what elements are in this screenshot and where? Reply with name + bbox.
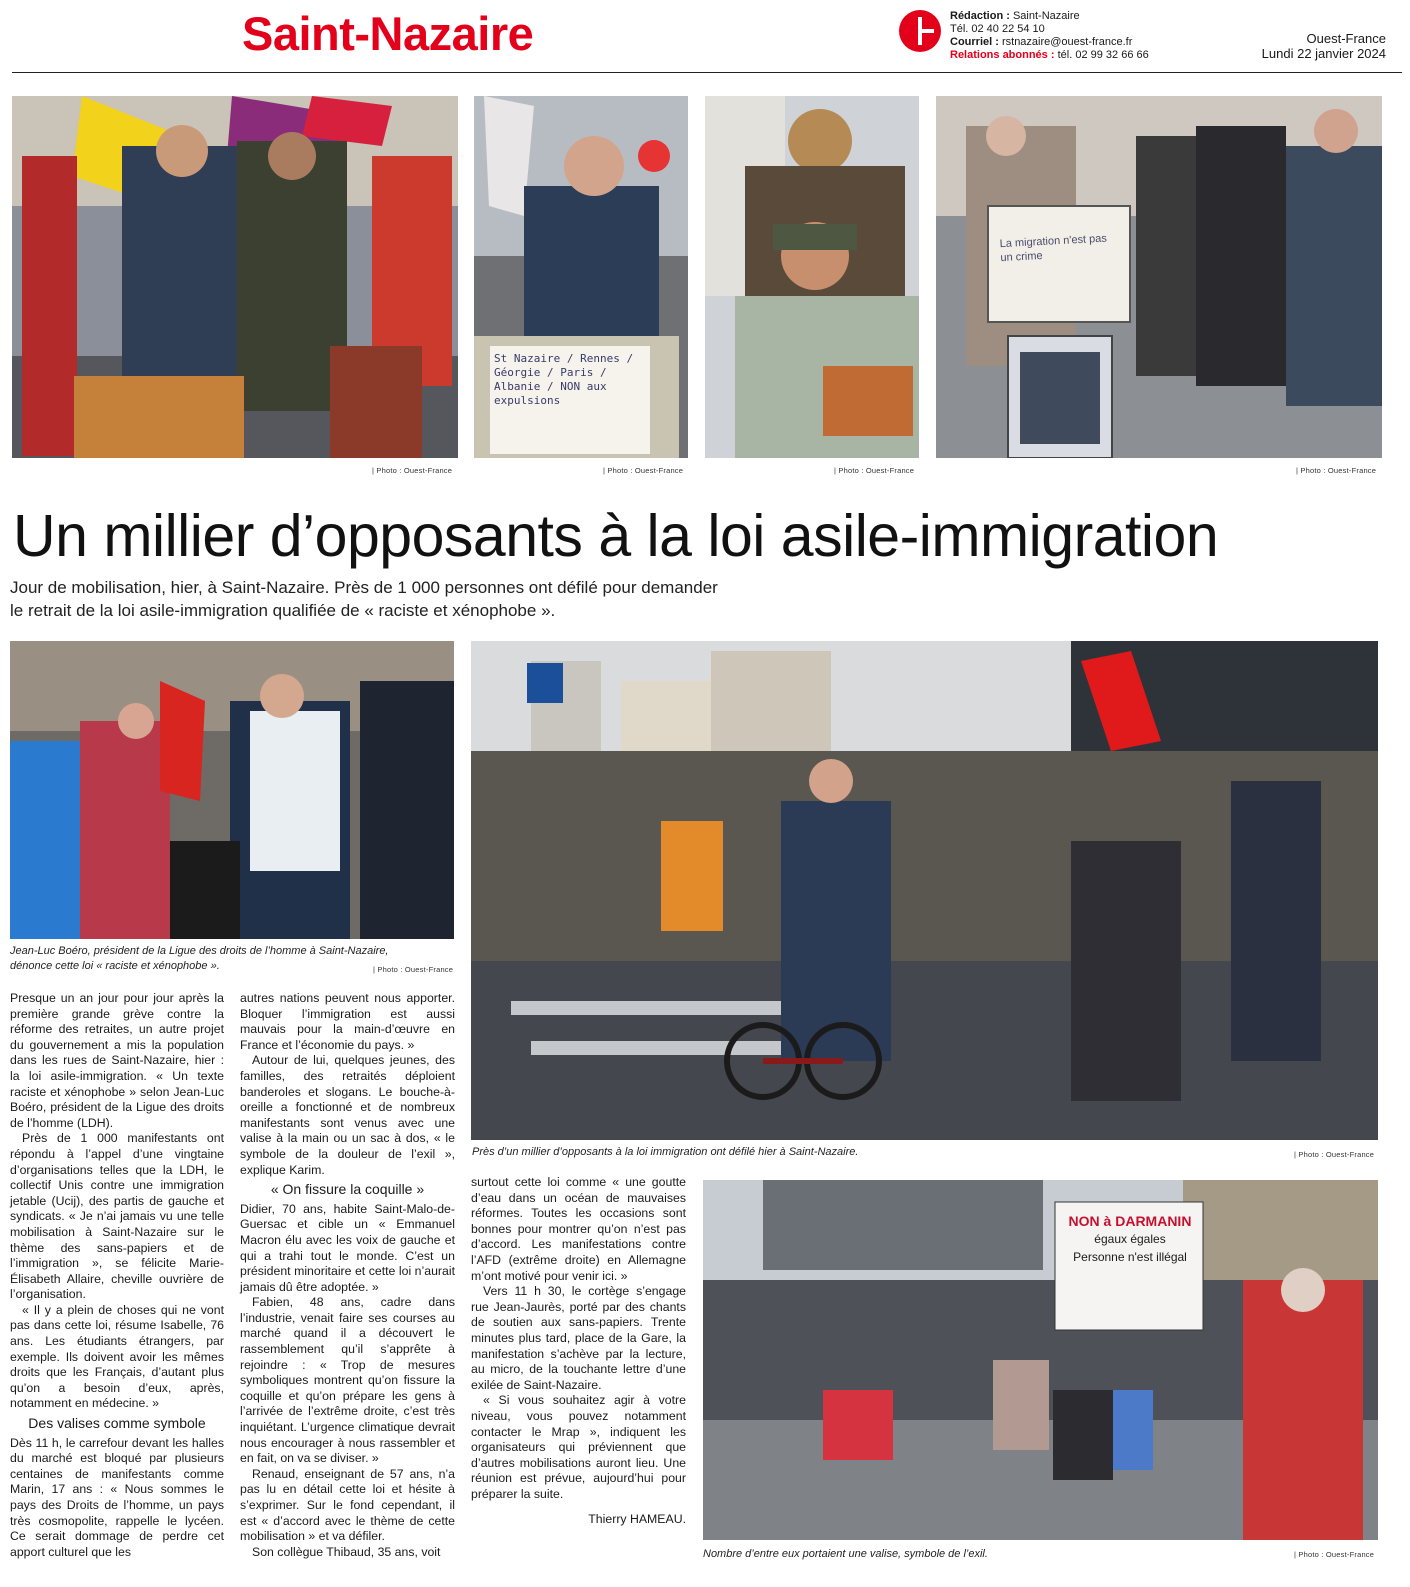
banner-line: Personne n'est illégal <box>1073 1250 1187 1264</box>
banner-line: NON à DARMANIN <box>1068 1213 1192 1229</box>
standfirst-line: Jour de mobilisation, hier, à Saint-Nazaire. Près de 1 000 personnes ont défilé pour demander <box>10 578 718 597</box>
subheading: Des valises comme symbole <box>28 1415 206 1432</box>
photo-march <box>471 641 1378 1140</box>
photo-caption: Nombre d’entre eux portaient une valise, symbole de l’exil. <box>703 1548 988 1560</box>
paragraph: Didier, 70 ans, habite Saint-Malo-de-Guersac et cible un « Emmanuel Macron élu avec les voix de gauche et qui a trahi tout le monde. C’est un président minoritaire et cette loi n’aurait jamais dû être adoptée. » <box>240 1201 455 1294</box>
standfirst-line: le retrait de la loi asile-immigration qualifiée de « raciste et xénophobe ». <box>10 601 556 620</box>
paragraph: « Il y a plein de choses qui ne vont pas dans cette loi, résume Isabelle, 76 ans. Les étudiants étrangers, par exemple. Ils doivent avoir les mêmes droits que les Français, d’autant plus qu’on a besoin d’eux, après, notamment en médecine. » <box>10 1302 224 1411</box>
photo-child-on-shoulders <box>705 96 919 458</box>
caption-line: dénonce cette loi « raciste et xénophobe ». <box>10 960 220 972</box>
article-standfirst <box>10 576 810 622</box>
contact-block <box>950 10 1149 62</box>
photo-jean-luc-boero <box>10 641 454 939</box>
issue-date: Lundi 22 janvier 2024 <box>1261 46 1386 61</box>
contact-label: Courriel : <box>950 36 999 48</box>
subheading: « On fissure la coquille » <box>270 1181 425 1198</box>
article-column-1 <box>10 991 224 1560</box>
paragraph: Renaud, enseignant de 57 ans, n’a pas lu en détail cette loi et hésite à s’exprimer. Sur le fond cependant, il est « d’accord avec le thème de cette mobilisation » et va défiler. <box>240 1466 455 1544</box>
ouest-france-logo-icon <box>899 10 941 52</box>
contact-label: Rédaction : <box>950 10 1010 22</box>
photo-place-de-la-gare <box>703 1180 1378 1540</box>
contact-phone: Tél. 02 40 22 54 10 <box>950 23 1045 35</box>
photo-credit: | Photo : Ouest-France <box>834 466 915 475</box>
photo-credit: | Photo : Ouest-France <box>373 965 454 974</box>
paragraph: Vers 11 h 30, le cortège s’engage rue Jean-Jaurès, porté par des chants de soutien aux sans-papiers. Trente minutes plus tard, place de la Gare, la manifestation s’achève par la lecture, au micro, de la touchante lettre d’une exilée de Saint-Nazaire. <box>471 1284 686 1392</box>
photo-credit: | Photo : Ouest-France <box>1294 1550 1375 1559</box>
contact-email: rstnazaire@ouest-france.fr <box>1001 36 1133 48</box>
paragraph: Fabien, 48 ans, cadre dans l’industrie, venait faire ses courses au marché quand il a découvert le rassemblement qu’il s’apprête à rejoindre : « Trop de mesures symboliques montrent qu’on fissure la coquille et qu’on prépare les gens à l’arrivée de l’extrême droite, c’est très inquiétant. L’urgence climatique devrait nous encourager à nous rassembler et en fait, on va se diviser. » <box>240 1295 455 1466</box>
photo-migration-sign <box>936 96 1382 458</box>
subscriber-label: Relations abonnés : <box>950 49 1055 61</box>
paragraph: Presque un an jour pour jour après la première grande grève contre la réforme des retraites, un autre projet du gouvernement a mis la population dans les rues de Saint-Nazaire, hier : la loi asile-immigration. « Un texte raciste et xénophobe » selon Jean-Luc Boéro, président de la Ligue des droits de l’homme (LDH). <box>10 991 224 1130</box>
article-column-3 <box>471 1175 686 1528</box>
masthead <box>1262 31 1386 61</box>
photo-credit: | Photo : Ouest-France <box>1294 1150 1375 1159</box>
article-headline: Un millier d’opposants à la loi asile-immigration <box>13 503 1219 569</box>
photo-credit: | Photo : Ouest-France <box>603 466 684 475</box>
section-title: Saint-Nazaire <box>242 7 534 60</box>
article-column-2 <box>240 991 455 1560</box>
caption-line: Jean-Luc Boéro, président de la Ligue des droits de l’homme à Saint-Nazaire, <box>10 945 389 957</box>
banner-line: égaux égales <box>1094 1232 1166 1246</box>
newspaper-name: Ouest-France <box>1306 31 1386 46</box>
header-rule <box>12 72 1402 73</box>
paragraph: Dès 11 h, le carrefour devant les halles du marché est bloqué par plusieurs centaines de manifestants comme Marin, 17 ans : « Nous sommes le pays des Droits de l’homme, un pays très cosmopolite, rappelle le lycéen. Ce serait dommage de perdre cet apport culturel que les <box>10 1435 224 1559</box>
photo-credit: | Photo : Ouest-France <box>1296 466 1377 475</box>
paragraph: Son collègue Thibaud, 35 ans, voit <box>252 1544 441 1559</box>
paragraph: Près de 1 000 manifestants ont répondu à l’appel d’une vingtaine d’organisations telles que la LDH, le collectif Unis contre une immigration jetable (Ucij), des partis de gauche et syndicats. « Je n’ai jamais vu une telle mobilisation à Saint-Nazaire sur le thème des sans-papiers et de l’immigration », se félicite Marie-Élisabeth Allaire, cheville ouvrière de l’organisation. <box>10 1131 224 1302</box>
paragraph: surtout cette loi comme « une goutte d’eau dans un océan de mauvaises réformes. Toutes les occasions sont bonnes pour montrer qu’on n’est pas d’accord. Les manifestations contre l’AFD (extrême droite) en Allemagne m’ont motivé pour venir ici. » <box>471 1175 686 1283</box>
contact-value: Saint-Nazaire <box>1012 10 1080 22</box>
paragraph: autres nations peuvent nous apporter. Bloquer l’immigration est aussi mauvais pour la main-d’œuvre en France et l’économie du pays. » <box>240 991 455 1052</box>
paragraph: « Si vous souhaitez agir à votre niveau, vous pouvez notamment contacter le Mrap », indiquent les organisateurs qui préviennent que d’autres mobilisations auront lieu. Une réunion est prévue, aujourd’hui pour préparer la suite. <box>471 1393 686 1501</box>
photo-caption: Près d’un millier d’opposants à la loi immigration ont défilé hier à Saint-Nazaire. <box>472 1146 859 1158</box>
banner <box>1060 1212 1200 1266</box>
subscriber-phone: tél. 02 99 32 66 66 <box>1057 49 1149 61</box>
photo-credit: | Photo : Ouest-France <box>372 466 453 475</box>
photo-protesters-suitcases <box>12 96 458 458</box>
migration-sign-text: La migration n'est pas un crime <box>999 232 1108 265</box>
author-signature: Thierry HAMEAU. <box>588 1512 686 1527</box>
paragraph: Autour de lui, quelques jeunes, des familles, des retraités déploient banderoles et slogans. Le bouche-à-oreille a fonctionné et de nombreux manifestants sont venus avec une valise à la main ou un sac à dos, « le symbole de la douleur de l’exil », explique Karim. <box>240 1053 455 1177</box>
suitcase-sign-text: St Nazaire / Rennes / Géorgie / Paris / Albanie / NON aux expulsions <box>494 352 634 407</box>
